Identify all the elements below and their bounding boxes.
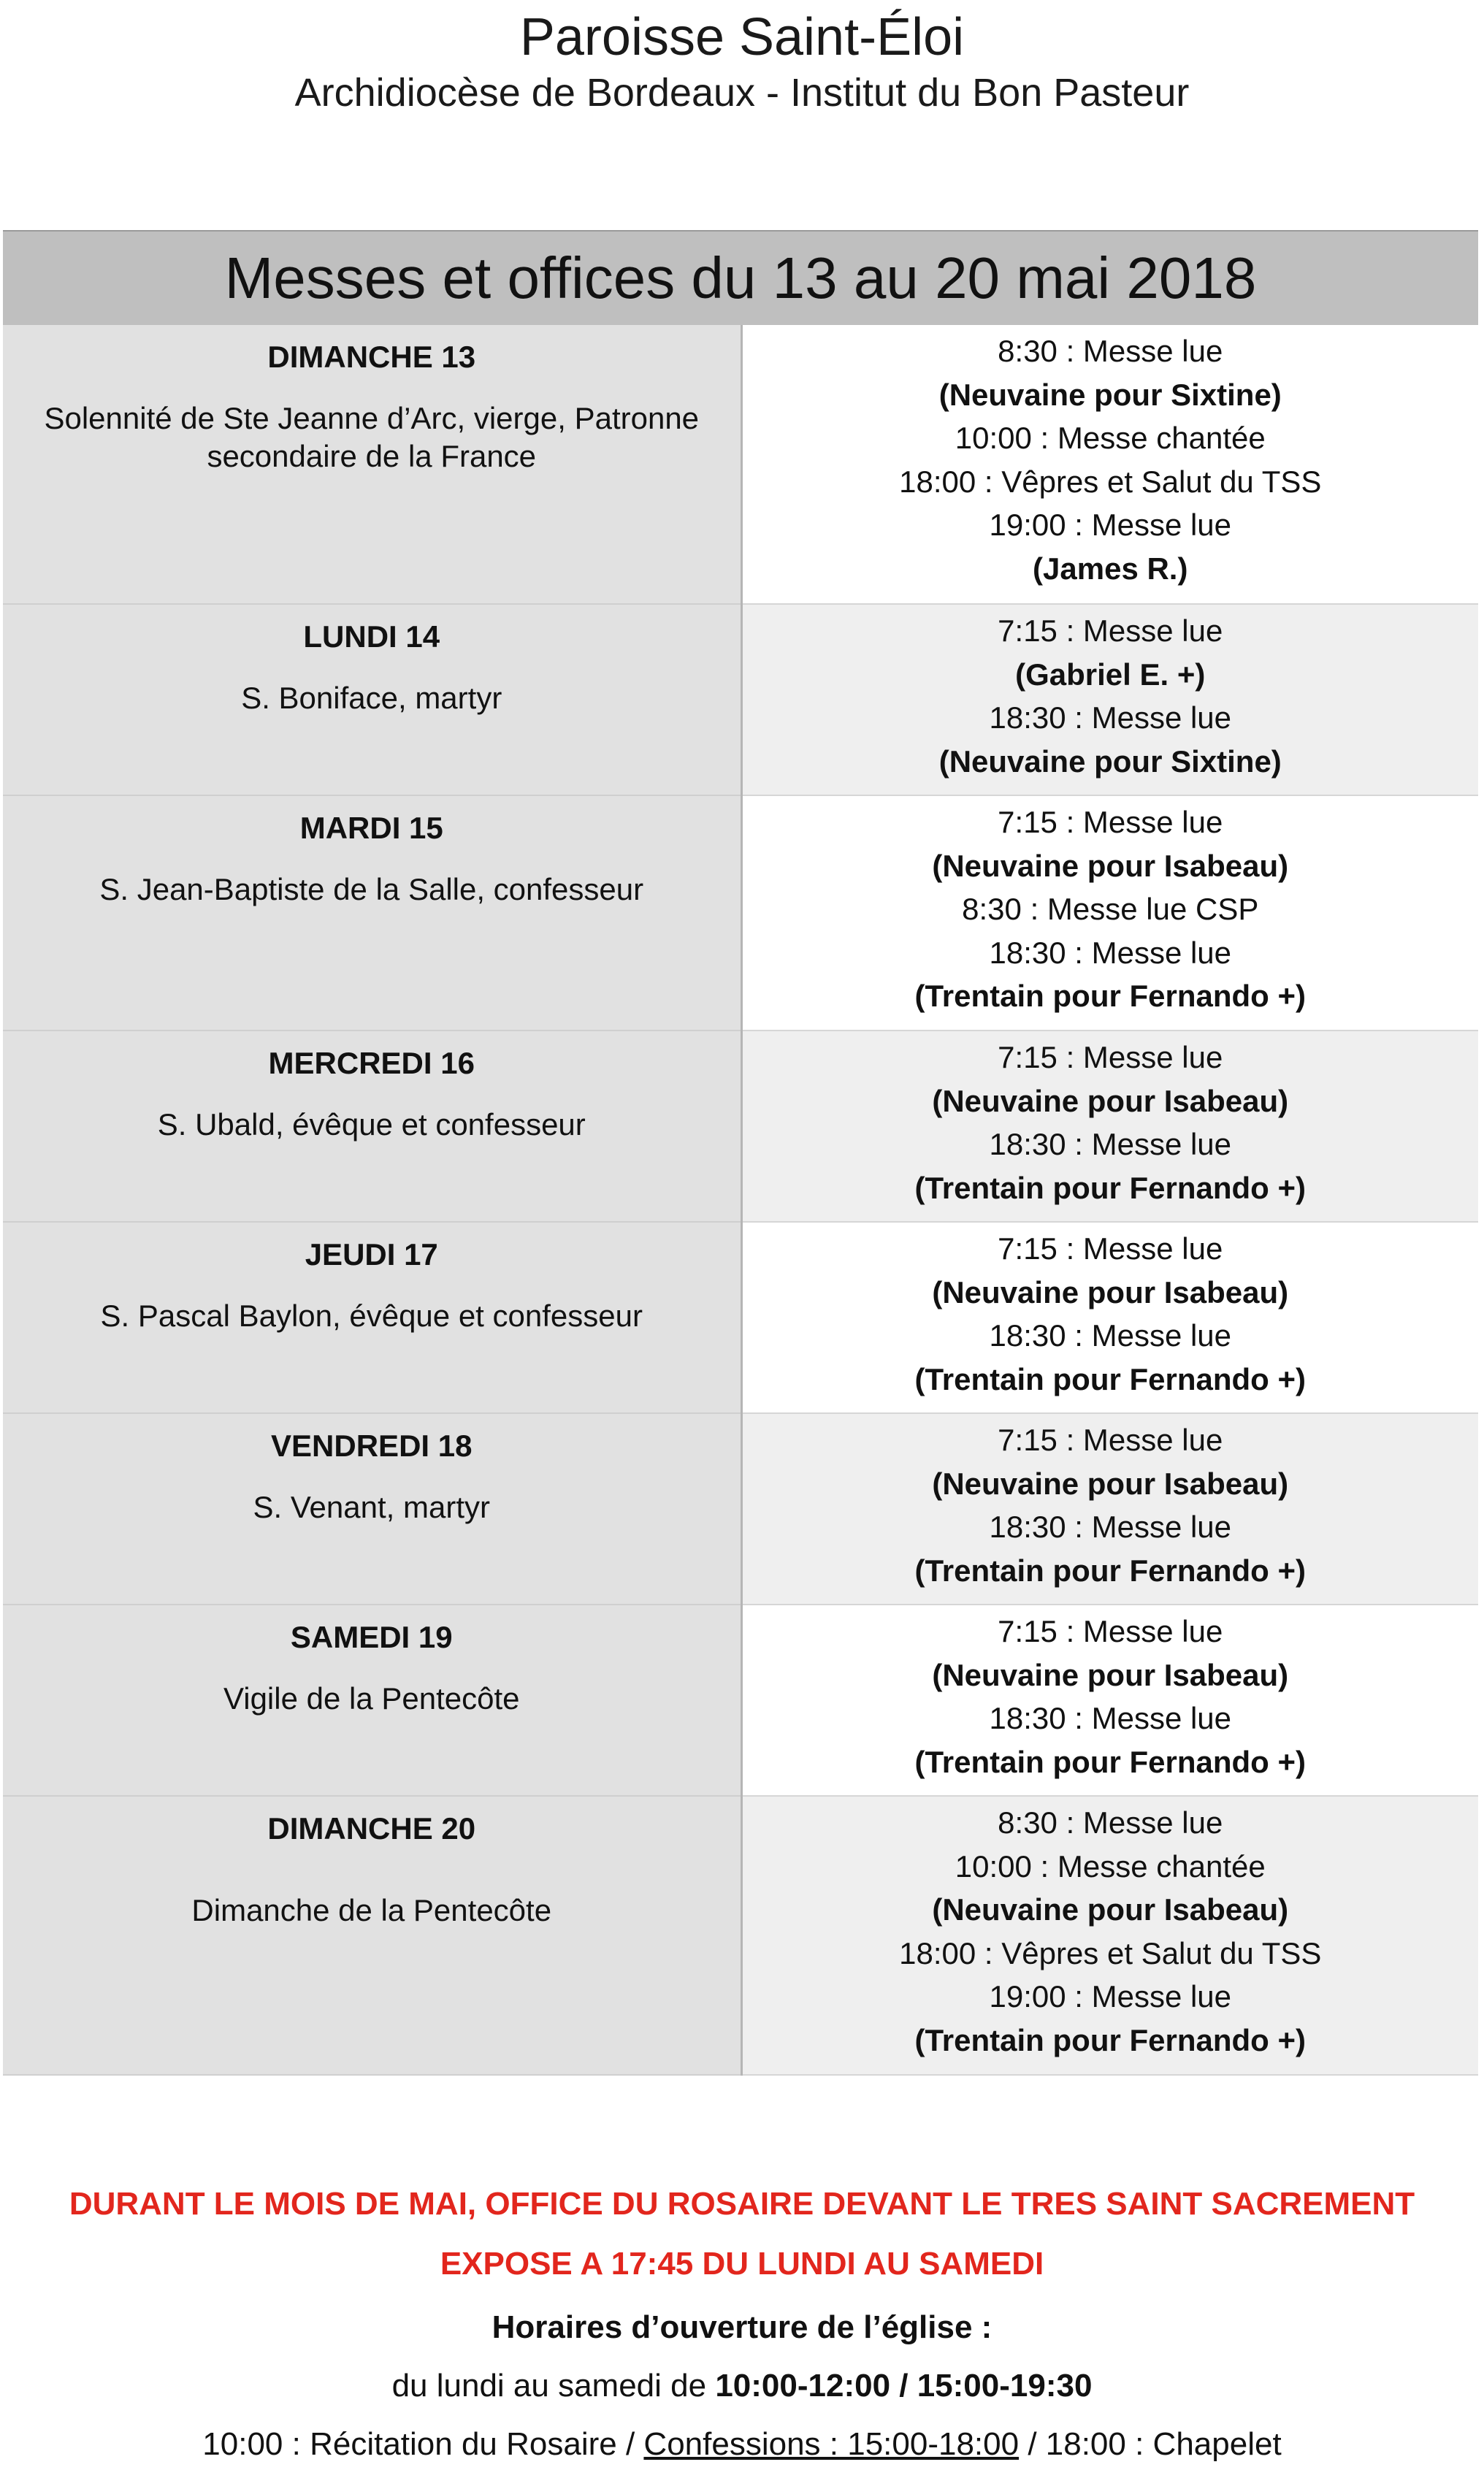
mass-time: 18:30 : Messe lue (989, 1127, 1232, 1161)
day-name: DIMANCHE 20 (267, 1811, 476, 1846)
day-name: DIMANCHE 13 (267, 340, 476, 374)
mass-cell (741, 604, 1478, 795)
day-cell (3, 325, 741, 604)
day-cell (3, 795, 741, 1031)
mass-list (743, 1605, 1479, 1783)
mass-intention: (Trentain pour Fernando +) (914, 979, 1307, 1013)
mass-time: 18:30 : Messe lue (989, 700, 1232, 735)
feast-name: S. Ubald, évêque et confesseur (157, 1107, 586, 1142)
feast-name: S. Jean-Baptiste de la Salle, confesseur (99, 872, 644, 906)
opening-hours-times: 10:00-12:00 / 15:00-19:30 (715, 2368, 1093, 2404)
schedule-row (3, 1796, 1478, 2075)
feast-name: S. Boniface, martyr (241, 681, 502, 715)
schedule-body (3, 325, 1478, 2075)
confessions-hours: Confessions : 15:00-18:00 (643, 2426, 1020, 2462)
mass-cell (741, 1796, 1478, 2075)
opening-hours-title: Horaires d’ouverture de l’église : (492, 2309, 992, 2345)
mass-time: 7:15 : Messe lue (998, 613, 1223, 648)
mass-list (743, 605, 1479, 783)
schedule-row (3, 604, 1478, 795)
mass-time: 18:30 : Messe lue (989, 935, 1232, 970)
day-name: MARDI 15 (299, 811, 443, 845)
mass-intention: (Gabriel E. +) (1015, 657, 1206, 692)
schedule-row (3, 1413, 1478, 1605)
feast-name: Solennité de Ste Jeanne d’Arc, vierge, Patronne secondaire de la France (44, 401, 700, 473)
feast-name: S. Venant, martyr (253, 1490, 490, 1524)
mass-cell (741, 325, 1478, 604)
day-name: VENDREDI 18 (271, 1429, 473, 1463)
mass-intention: (Trentain pour Fernando +) (914, 2022, 1307, 2057)
rosary-notice-line1: DURANT LE MOIS DE MAI, OFFICE DU ROSAIRE DEVANT LE TRES SAINT SACREMENT (69, 2186, 1415, 2222)
mass-intention: (Neuvaine pour Isabeau) (932, 848, 1289, 883)
mass-time: 18:30 : Messe lue (989, 1701, 1232, 1735)
mass-list (743, 1031, 1479, 1209)
mass-time: 7:15 : Messe lue (998, 1231, 1223, 1266)
mass-time: 8:30 : Messe lue (998, 1805, 1223, 1840)
mass-time: 8:30 : Messe lue (998, 334, 1223, 368)
day-cell (3, 1605, 741, 1796)
mass-time: 18:00 : Vêpres et Salut du TSS (899, 1935, 1322, 1970)
mass-intention: (James R.) (1033, 551, 1188, 586)
day-cell (3, 1031, 741, 1222)
mass-time: 7:15 : Messe lue (998, 1040, 1223, 1074)
mass-cell (741, 1031, 1478, 1222)
schedule-row (3, 795, 1478, 1031)
mass-time: 19:00 : Messe lue (989, 508, 1232, 542)
feast-name: Vigile de la Pentecôte (223, 1681, 520, 1716)
mass-list (743, 325, 1479, 590)
mass-cell (741, 1413, 1478, 1605)
mass-time: 7:15 : Messe lue (998, 805, 1223, 839)
parish-title: Paroisse Saint-Éloi (519, 8, 965, 66)
mass-time: 18:30 : Messe lue (989, 1318, 1232, 1353)
mass-cell (741, 795, 1478, 1031)
day-cell (3, 1413, 741, 1605)
day-name: LUNDI 14 (303, 619, 440, 654)
mass-time: 10:00 : Messe chantée (955, 421, 1266, 455)
mass-intention: (Trentain pour Fernando +) (914, 1170, 1307, 1205)
rosary-notice-line2: EXPOSE A 17:45 DU LUNDI AU SAMEDI (440, 2246, 1044, 2282)
day-cell (3, 1796, 741, 2075)
mass-time: 8:30 : Messe lue CSP (962, 892, 1259, 926)
mass-schedule-table (3, 230, 1478, 2076)
mass-intention: (Trentain pour Fernando +) (914, 1553, 1307, 1588)
feast-name: Dimanche de la Pentecôte (191, 1893, 552, 1927)
opening-hours-prefix: du lundi au samedi de (391, 2368, 716, 2404)
mass-list (743, 1223, 1479, 1401)
schedule-row (3, 1605, 1478, 1796)
mass-intention: (Neuvaine pour Isabeau) (932, 1657, 1289, 1692)
day-cell (3, 604, 741, 795)
schedule-row (3, 1222, 1478, 1413)
mass-intention: (Neuvaine pour Sixtine) (938, 743, 1282, 779)
mass-intention: (Trentain pour Fernando +) (914, 1744, 1307, 1779)
day-cell (3, 1222, 741, 1413)
opening-hours-days (0, 2360, 1484, 2412)
mass-time: 18:30 : Messe lue (989, 1510, 1232, 1544)
mass-intention: (Neuvaine pour Isabeau) (932, 1083, 1289, 1118)
rosary-recitation: 10:00 : Récitation du Rosaire / (202, 2426, 644, 2462)
mass-time: 10:00 : Messe chantée (955, 1848, 1266, 1884)
schedule-banner: Messes et offices du 13 au 20 mai 2018 (3, 231, 1478, 325)
mass-time: 18:00 : Vêpres et Salut du TSS (899, 464, 1322, 499)
mass-intention: (Neuvaine pour Isabeau) (932, 1466, 1289, 1501)
mass-cell (741, 1222, 1478, 1413)
mass-intention: (Neuvaine pour Isabeau) (932, 1274, 1289, 1309)
mass-time: 7:15 : Messe lue (998, 1423, 1223, 1457)
mass-cell (741, 1605, 1478, 1796)
mass-intention: (Neuvaine pour Sixtine) (938, 377, 1282, 412)
mass-list (743, 1414, 1479, 1592)
schedule-row (3, 1031, 1478, 1222)
feast-name: S. Pascal Baylon, évêque et confesseur (100, 1299, 643, 1333)
mass-time: 19:00 : Messe lue (989, 1979, 1232, 2014)
mass-time: 7:15 : Messe lue (998, 1614, 1223, 1648)
day-name: SAMEDI 19 (290, 1620, 453, 1654)
day-name: JEUDI 17 (305, 1237, 438, 1272)
mass-list (743, 796, 1479, 1018)
day-name: MERCREDI 16 (268, 1046, 475, 1080)
schedule-row (3, 325, 1478, 604)
mass-intention: (Neuvaine pour Isabeau) (932, 1892, 1289, 1927)
mass-intention: (Trentain pour Fernando +) (914, 1361, 1307, 1396)
mass-list (743, 1797, 1479, 2062)
daily-offices-line (0, 2419, 1484, 2470)
parish-subtitle: Archidiocèse de Bordeaux - Institut du Bon Pasteur (294, 71, 1190, 115)
chapelet-time: / 18:00 : Chapelet (1019, 2426, 1282, 2462)
